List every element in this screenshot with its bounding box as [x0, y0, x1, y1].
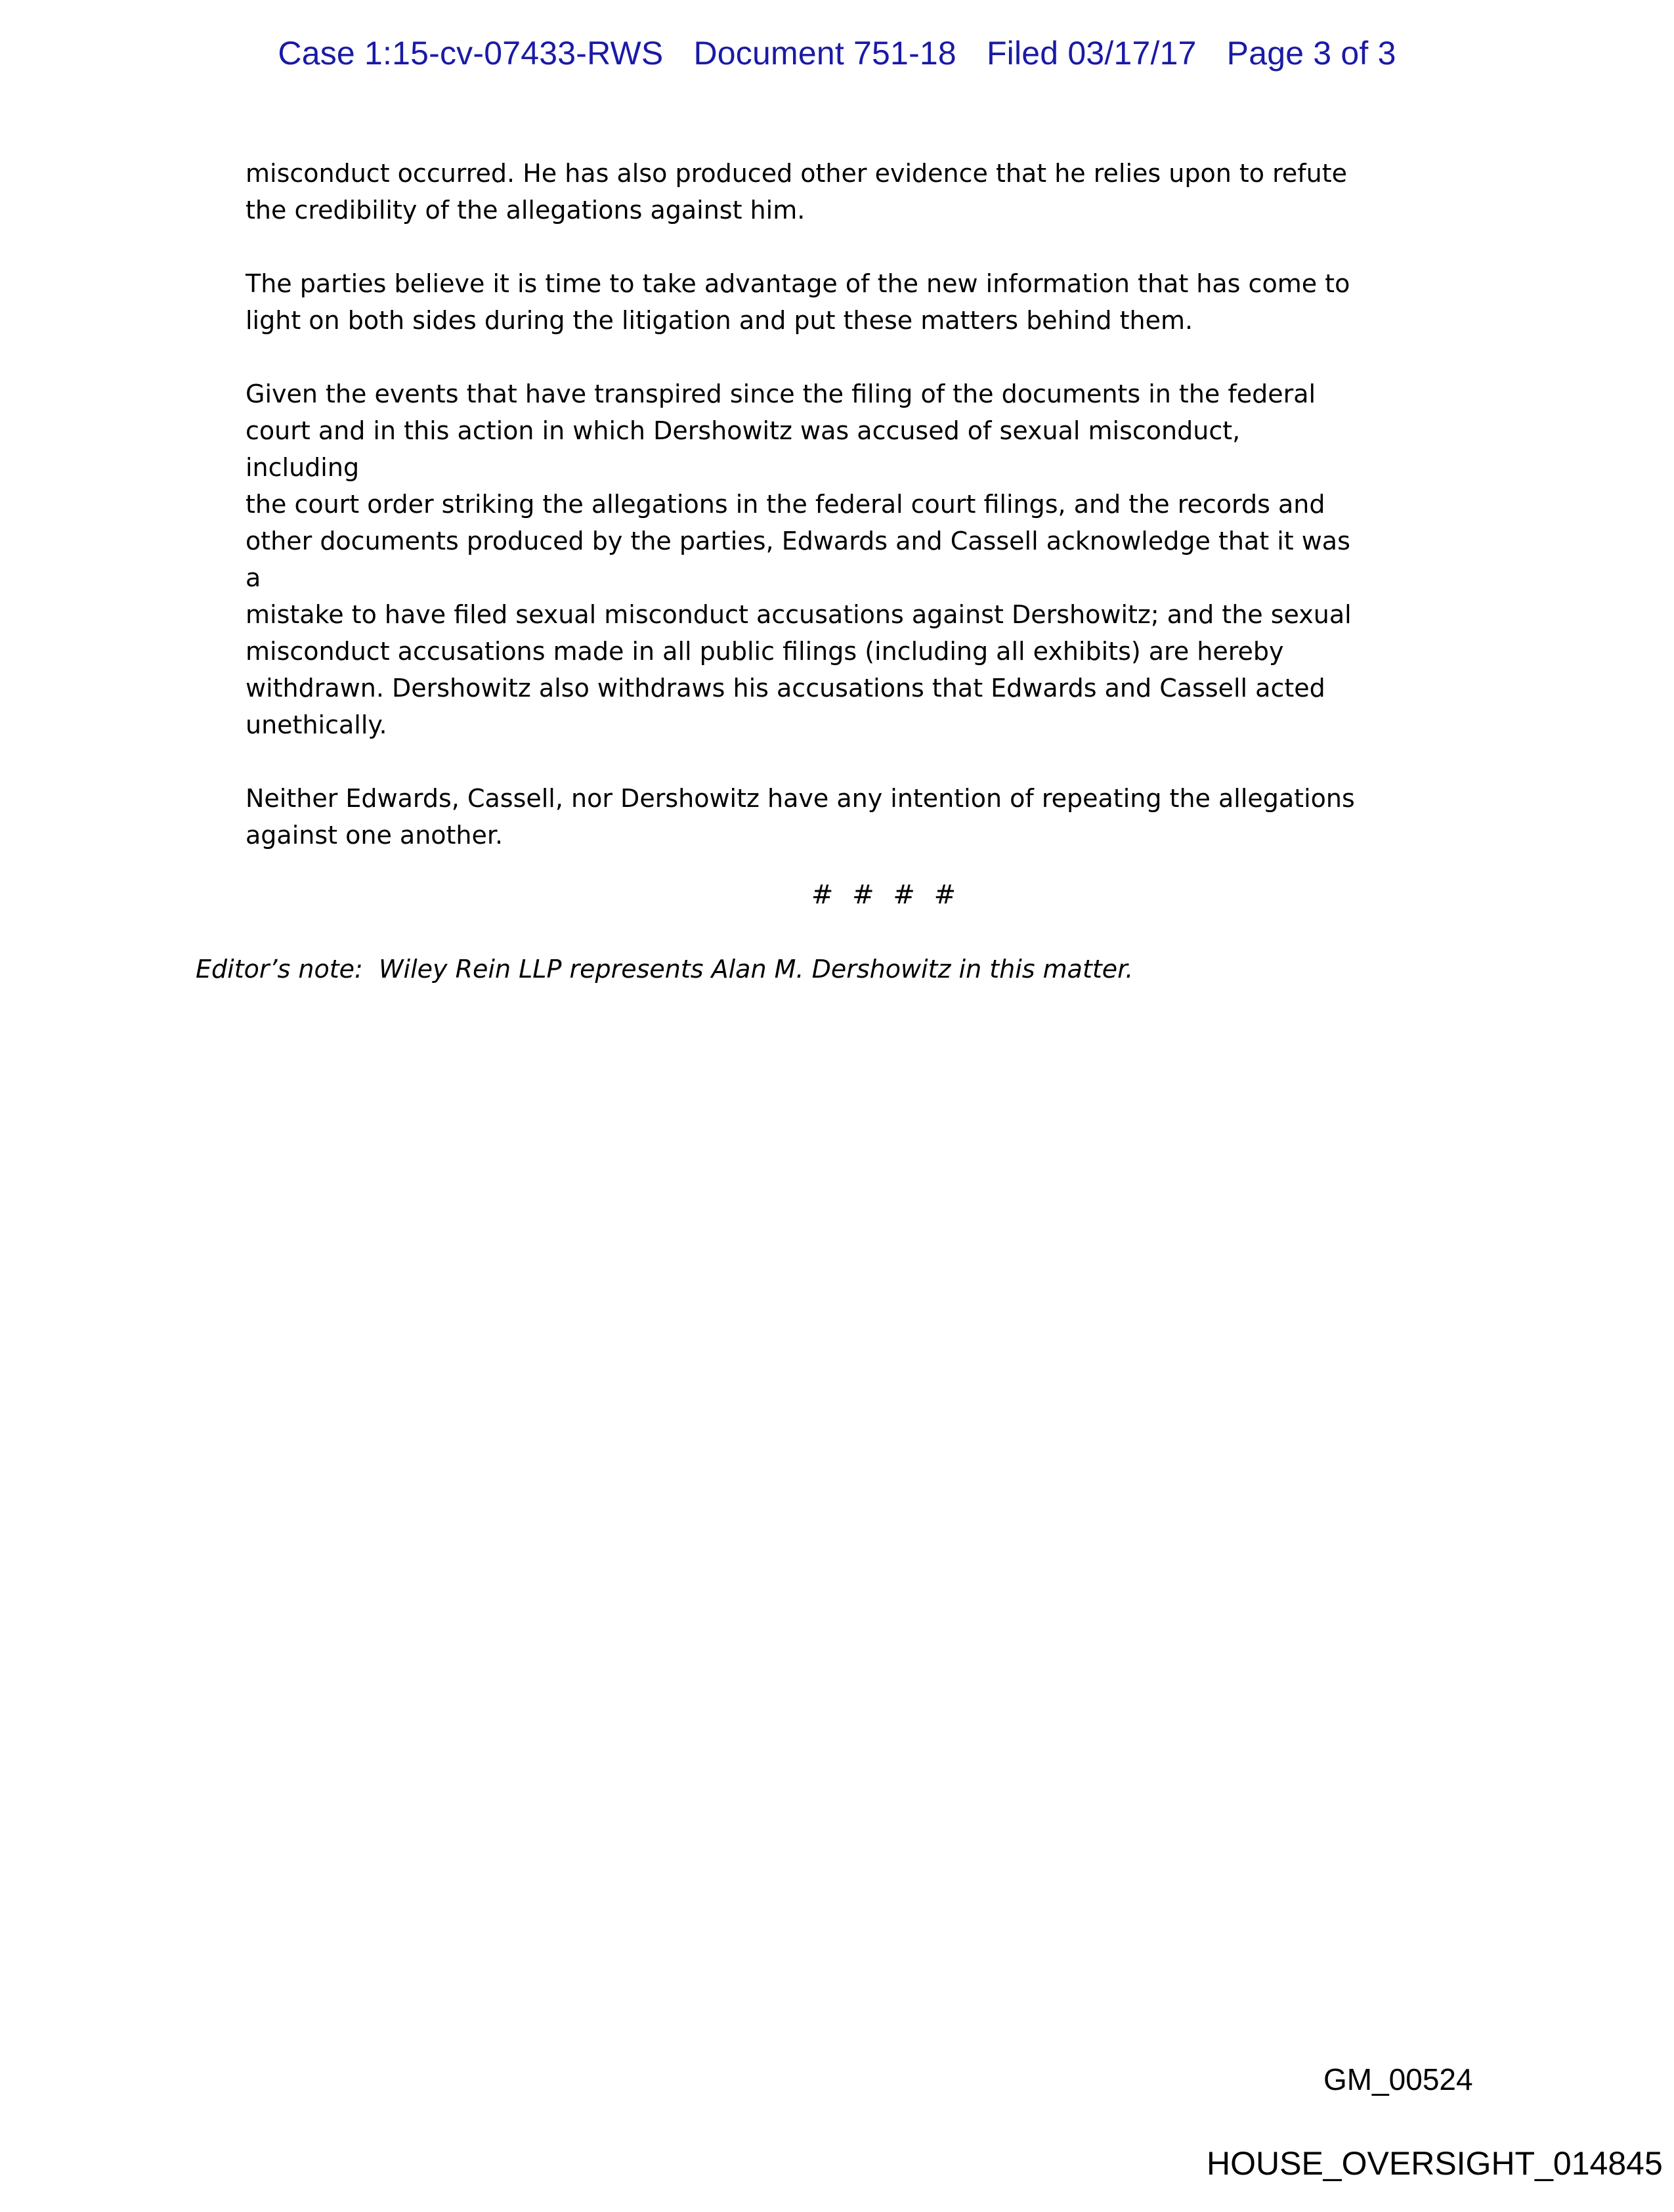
paragraph-1: misconduct occurred. He has also produced other evidence that he relies upon to refute the credibility of the allegations against him. [246, 159, 1348, 225]
document-number: Document 751-18 [693, 35, 956, 72]
document-body [246, 155, 1362, 890]
editor-note: Editor’s note: Wiley Rein LLP represents Alan M. Dershowitz in this matter. [196, 955, 1134, 984]
section-separator: # # # # [811, 880, 962, 910]
bates-stamp-house-oversight: HOUSE_OVERSIGHT_014845 [1207, 2145, 1663, 2182]
bates-stamp-gm: GM_00524 [1323, 2062, 1473, 2096]
page-number: Page 3 of 3 [1226, 35, 1396, 72]
paragraph-2: The parties believe it is time to take advantage of the new information that has come to light on both sides during the litigation and put these matters behind them. [246, 269, 1350, 335]
case-number: Case 1:15-cv-07433-RWS [278, 35, 664, 72]
paragraph-3: Given the events that have transpired since the filing of the documents in the federal court and in this action in which Dershowitz was accused of sexual misconduct, including the court order striking the allegations in the federal court filings, and the records and other documents produced by the parties, Edwards and Cassell acknowledge that it was a mistake to have filed sexual misconduct accusations against Dershowitz; and the sexual misconduct accusations made in all public filings (including all exhibits) are hereby withdrawn. Dershowitz also withdraws his accusations that Edwards and Cassell acted unethically. [246, 380, 1352, 739]
paragraph-4: Neither Edwards, Cassell, nor Dershowitz have any intention of repeating the allegations against one another. [246, 784, 1355, 850]
filed-date: Filed 03/17/17 [986, 35, 1197, 72]
case-header [0, 34, 1674, 72]
